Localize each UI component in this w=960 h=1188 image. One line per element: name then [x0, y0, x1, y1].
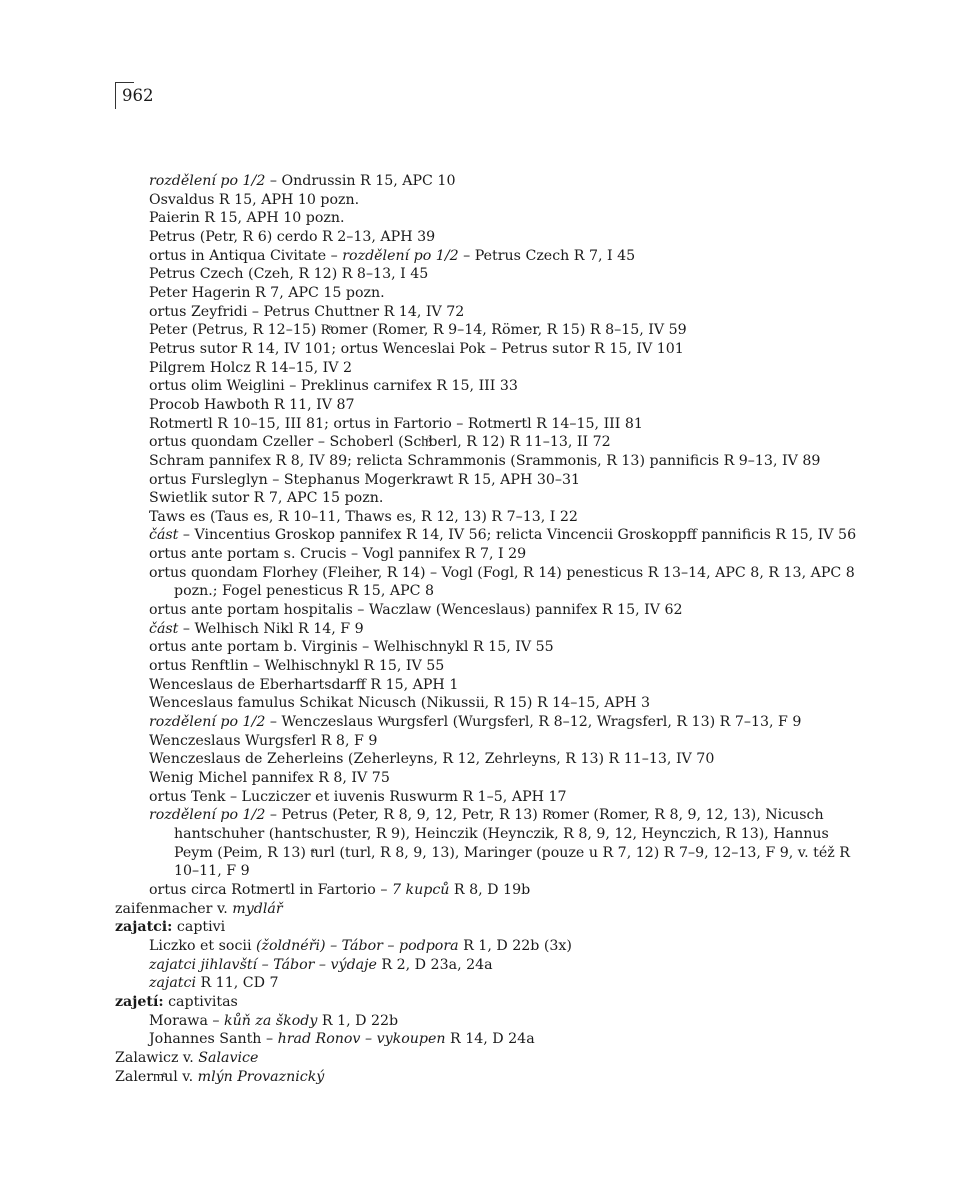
headword: zajatci: [115, 919, 173, 936]
italic-note: zajatci [149, 975, 196, 992]
entry-text: Swietlik sutor R 7, APC 15 pozn. [149, 490, 384, 507]
entry-text: ortus olim Weiglini – Preklinus carnifex R 15, III 33 [149, 378, 518, 395]
italic-note: rozdělení po 1/2 [342, 247, 459, 264]
entry-text: ortus in Antiqua Civitate – [149, 247, 343, 264]
italic-note: rozdělení po 1/2 [149, 807, 266, 824]
entry-text: Procob Hawboth R 11, IV 87 [149, 396, 355, 413]
entry-text: Wenceslaus de Eberhartsdarff R 15, APH 1 [149, 676, 459, 693]
entry-text: R 11, CD 7 [195, 975, 279, 992]
entry-text: ortus circa Rotmertl in Fartorio – [149, 881, 392, 898]
italic-note: rozdělení po 1/2 [149, 714, 266, 731]
headword: zajetí: [115, 993, 164, 1010]
index-subentry-line [115, 806, 855, 881]
entry-text: Petrus Czech (Czeh, R 12) R 8–13, I 45 [149, 266, 429, 283]
index-subentry-line [115, 321, 855, 340]
index-subentry-line [115, 620, 855, 639]
index-subentry-line [115, 732, 855, 751]
italic-note: část [149, 620, 179, 637]
index-subentry-line [115, 526, 855, 545]
index-subentry-line [115, 769, 855, 788]
index-subentry-line [115, 545, 855, 564]
italic-note: (žoldnéři) – Tábor – podpora [256, 937, 459, 954]
index-headword-line [115, 918, 855, 937]
entry-text: ortus Renftlin – Welhischnykl R 15, IV 55 [149, 658, 445, 675]
entry-text: Pilgrem Holcz R 14–15, IV 2 [149, 359, 353, 376]
index-subentry-line [115, 415, 855, 434]
entry-text: ortus Tenk – Lucziczer et iuvenis Ruswurm R 1–5, APH 17 [149, 788, 567, 805]
index-subentry-line [115, 359, 855, 378]
entry-text: Petrus (Petr, R 6) cerdo R 2–13, APH 39 [149, 228, 436, 245]
entry-text: ortus quondam Florhey (Fleiher, R 14) – Vogl (Fogl, R 14) penesticus R 13–14, APC 8, R 13, APC 8 pozn.; Fogel penesticus R 15, APC 8 [149, 564, 855, 600]
index-subentry-line [115, 172, 855, 191]
entry-text: ortus Zeyfridi – Petrus Chuttner R 14, IV 72 [149, 303, 465, 320]
index-headword-line [115, 993, 855, 1012]
entry-text: Wenceslaus famulus Schikat Nicusch (Nikussii, R 15) R 14–15, APH 3 [149, 695, 651, 712]
index-subentry-line [115, 788, 855, 807]
italic-note: část [149, 527, 179, 544]
entry-text: captivi [172, 919, 226, 936]
italic-note: mlýn Provaznický [197, 1068, 325, 1085]
entry-text: ortus quondam Czeller – Schoberl (Schͦberl, R 12) R 11–13, II 72 [149, 434, 611, 451]
index-subentry-line [115, 377, 855, 396]
entry-text: Petrus sutor R 14, IV 101; ortus Wenceslai Pok – Petrus sutor R 15, IV 101 [149, 340, 684, 357]
index-subentry-line [115, 340, 855, 359]
entry-text: ortus Fursleglyn – Stephanus Mogerkrawt R 15, APH 30–31 [149, 471, 581, 488]
italic-note: 7 kupců [391, 881, 450, 898]
index-subentry-line [115, 750, 855, 769]
entry-text: R 1, D 22b (3x) [458, 937, 572, 954]
index-subentry-line [115, 638, 855, 657]
index-subentry-line [115, 284, 855, 303]
index-headword-line [115, 1049, 855, 1068]
index-subentry-line [115, 471, 855, 490]
entry-text: Peter Hagerin R 7, APC 15 pozn. [149, 284, 385, 301]
index-entries [115, 172, 855, 1086]
entry-text: Wenczeslaus Wurgsferl R 8, F 9 [149, 732, 378, 749]
index-subentry-line [115, 396, 855, 415]
italic-note: zajatci jihlavští – Tábor – výdaje [149, 956, 377, 973]
index-subentry-line [115, 881, 855, 900]
entry-text: R 2, D 23a, 24a [376, 956, 493, 973]
page-number: 962 [122, 86, 154, 105]
index-subentry-line [115, 265, 855, 284]
italic-note: rozdělení po 1/2 [149, 173, 266, 189]
entry-text: Liczko et socii [149, 937, 256, 954]
index-subentry-line [115, 209, 855, 228]
entry-text: – Ondrussin R 15, APC 10 [265, 173, 456, 189]
entry-text: – Petrus Czech R 7, I 45 [458, 247, 636, 264]
index-subentry-line [115, 601, 855, 620]
entry-text: Rotmertl R 10–15, III 81; ortus in Fartorio – Rotmertl R 14–15, III 81 [149, 415, 643, 432]
entry-text: – Vincentius Groskop pannifex R 14, IV 56; relicta Vincencii Groskoppff pannificis R 15, IV 56 [178, 527, 857, 544]
entry-text: Morawa – [149, 1012, 225, 1029]
index-subentry-line [115, 713, 855, 732]
entry-text: Osvaldus R 15, APH 10 pozn. [149, 191, 360, 208]
index-subentry-line [115, 303, 855, 322]
entry-text: Wenczeslaus de Zeherleins (Zeherleyns, R 12, Zehrleyns, R 13) R 11–13, IV 70 [149, 751, 715, 768]
entry-text: – Wenczeslaus Wͤurgsferl (Wurgsferl, R 8–12, Wragsferl, R 13) R 7–13, F 9 [265, 714, 802, 731]
index-subentry-line [115, 657, 855, 676]
index-subentry-line [115, 676, 855, 695]
entry-text: – Welhisch Nikl R 14, F 9 [178, 620, 364, 637]
index-headword-line [115, 900, 855, 919]
entry-text: ortus ante portam hospitalis – Waczlaw (Wenceslaus) pannifex R 15, IV 62 [149, 602, 683, 619]
entry-text: ortus ante portam b. Virginis – Welhischnykl R 15, IV 55 [149, 639, 554, 656]
index-subentry-line [115, 433, 855, 452]
entry-text: Taws es (Taus es, R 10–11, Thaws es, R 12, 13) R 7–13, I 22 [149, 508, 578, 525]
index-subentry-line [115, 191, 855, 210]
italic-note: mydlář [232, 900, 283, 917]
index-subentry-line [115, 452, 855, 471]
entry-text: Peter (Petrus, R 12–15) Rͤomer (Romer, R 9–14, Römer, R 15) R 8–15, IV 59 [149, 322, 687, 339]
index-subentry-line [115, 564, 855, 601]
entry-text: R 14, D 24a [445, 1031, 535, 1048]
entry-text: Paierin R 15, APH 10 pozn. [149, 210, 345, 227]
index-subentry-line [115, 247, 855, 266]
index-headword-line [115, 1068, 855, 1087]
index-subentry-line [115, 1012, 855, 1031]
italic-note: hrad Ronov – vykoupen [277, 1031, 446, 1048]
entry-text: Schram pannifex R 8, IV 89; relicta Schrammonis (Srammonis, R 13) pannificis R 9–13, IV 89 [149, 452, 821, 469]
index-subentry-line [115, 489, 855, 508]
index-subentry-line [115, 937, 855, 956]
entry-text: Zalermͤul v. [115, 1068, 198, 1085]
index-subentry-line [115, 974, 855, 993]
index-subentry-line [115, 228, 855, 247]
italic-note: kůň za škody [224, 1012, 318, 1029]
entry-text: zaifenmacher v. [115, 900, 233, 917]
index-subentry-line [115, 1030, 855, 1049]
entry-text: Zalawicz v. [115, 1049, 199, 1066]
index-subentry-line [115, 694, 855, 713]
index-subentry-line [115, 956, 855, 975]
entry-text: ortus ante portam s. Crucis – Vogl pannifex R 7, I 29 [149, 546, 527, 563]
entry-text: – Petrus (Peter, R 8, 9, 12, Petr, R 13) Rͤomer (Romer, R 8, 9, 12, 13), Nicusch hantschuher (hantschuster, R 9), Heinczik (Heynczik, R 8, 9, 12, Heynczich, R 13), Hannus Peym (Peim, R 13) tͤurl (turl, R 8, 9, 13), Maringer (pouze u R 7, 12) R 7–9, 12–13, F 9, v. též R 10–11, F 9 [174, 807, 850, 880]
index-subentry-line [115, 508, 855, 527]
entry-text: captivitas [163, 993, 238, 1010]
entry-text: Wenig Michel pannifex R 8, IV 75 [149, 770, 390, 786]
entry-text: R 8, D 19b [449, 881, 531, 898]
entry-text: R 1, D 22b [317, 1012, 399, 1029]
entry-text: Johannes Santh – [149, 1031, 278, 1048]
italic-note: Salavice [198, 1049, 259, 1066]
